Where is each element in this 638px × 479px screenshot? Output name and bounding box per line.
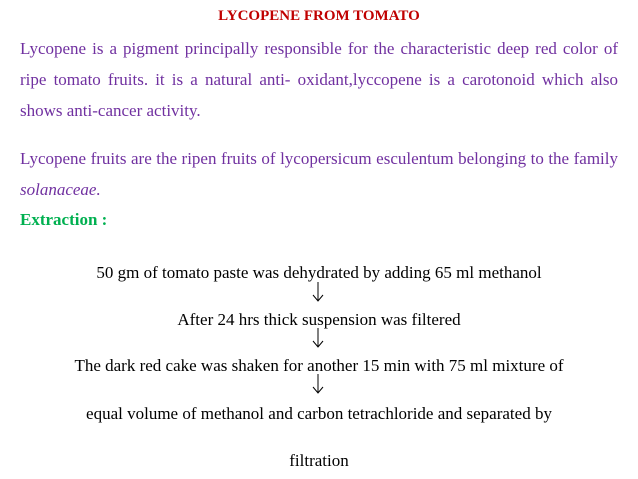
intro-paragraph: Lycopene is a pigment principally responsible for the characteristic deep red color of ripe tomato fruits. it is a natural anti- oxidant,lyccopene is a carotonoid which also shows anti-cancer activity. [20, 39, 618, 120]
extraction-step-3-end: filtration [289, 451, 349, 470]
down-arrow-icon [311, 328, 325, 348]
family-name: solanaceae. [20, 180, 101, 199]
extraction-step-1: 50 gm of tomato paste was dehydrated by adding 65 ml methanol [96, 263, 542, 282]
source-paragraph-text: Lycopene fruits are the ripen fruits of lycopersicum esculentum belonging to the family [20, 149, 618, 168]
extraction-step-3-continued: equal volume of methanol and carbon tetrachloride and separated by [86, 404, 552, 423]
down-arrow-icon [311, 282, 325, 302]
source-paragraph [20, 143, 618, 205]
extraction-heading: Extraction : [20, 210, 108, 229]
page-title: LYCOPENE FROM TOMATO [218, 8, 420, 24]
down-arrow-icon [311, 374, 325, 394]
extraction-step-3: The dark red cake was shaken for another 15 min with 75 ml mixture of [74, 356, 564, 375]
extraction-step-2: After 24 hrs thick suspension was filtered [177, 310, 461, 329]
